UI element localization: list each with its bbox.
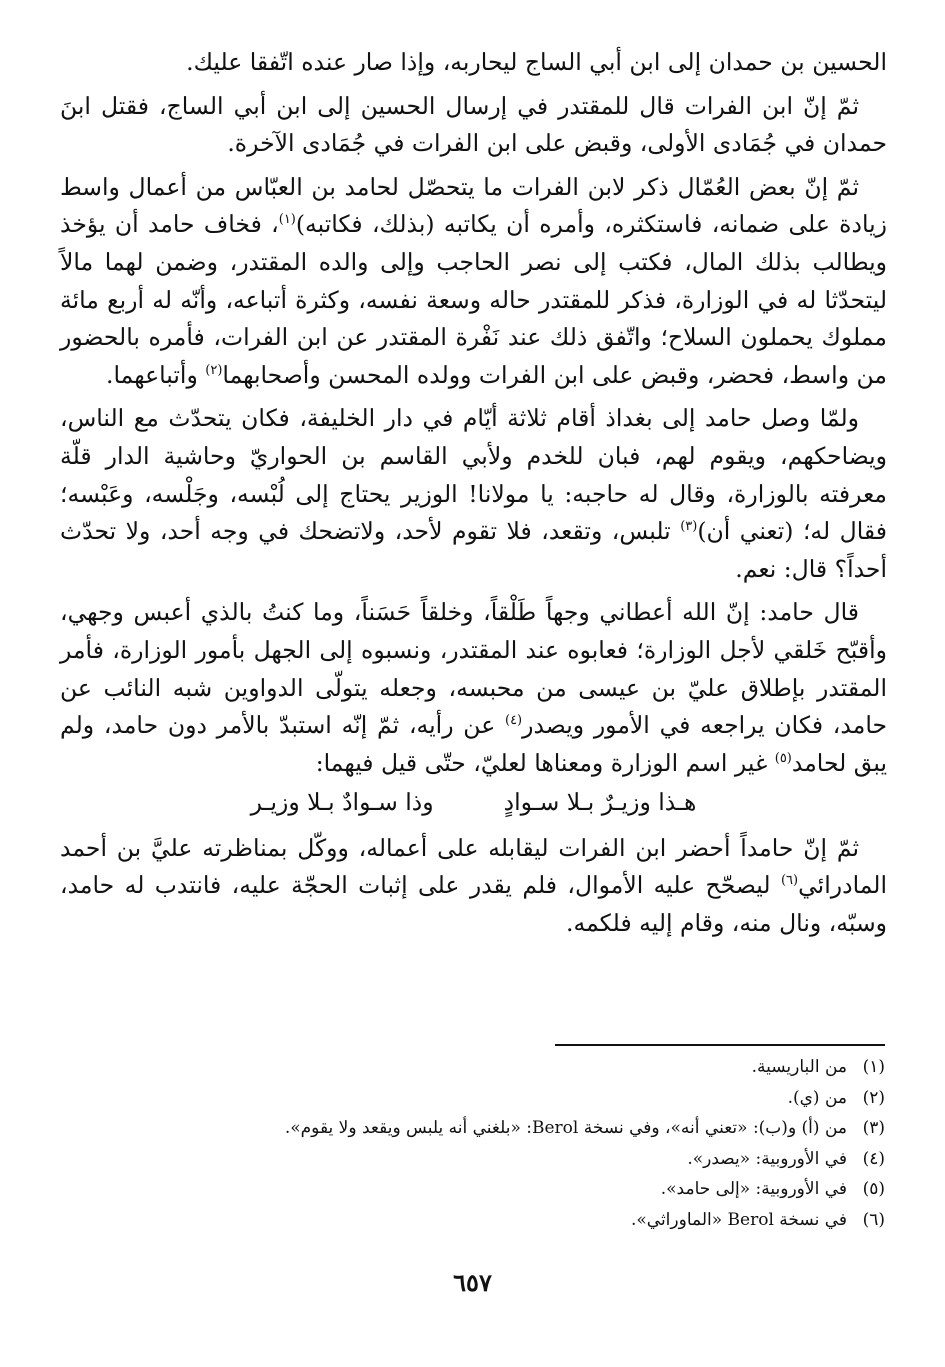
paragraph-1: الحسين بن حمدان إلى ابن أبي الساج ليحاربه، وإذا صار عنده اتّفقا عليك. <box>186 48 887 76</box>
footnote-marker-3[interactable]: (٣) <box>680 519 698 535</box>
footnote-marker-6[interactable]: (٦) <box>780 873 799 889</box>
footnote-marker-4[interactable]: (٤) <box>504 713 523 729</box>
footnote-1: (١) من الباريسية. <box>751 1057 885 1077</box>
footnote-5: (٥) في الأوروبية: «إلى حامد». <box>660 1179 885 1199</box>
footnote-separator <box>555 1044 885 1046</box>
poetry-verse <box>60 784 887 822</box>
footnote-3: (٣) من (أ) و(ب): «تعني أنه»، وفي نسخة Berol: «بلغني أنه يلبس ويقعد ولا يقوم». <box>284 1118 885 1138</box>
footnote-2: (٢) من (ي). <box>787 1087 885 1108</box>
paragraph-5: قال حامد: إنّ الله أعطاني وجهاً طَلْقاً، وخلقاً حَسَناً، وما كنتُ بالذي أعبس وجهي، وأقبّح خَلقي لأجل الوزارة؛ فعابوه عند المقتدر، ونسبوه إلى الجهل بأمور الوزارة، فأمر المقتدر بإطلاق عليّ بن عيسى من محبسه، وجعله يتولّى الدواوين شبه النائب عن حامد، فكان يراجعه في الأمور ويصدر$^{(٤)}$ عن رأيه، ثمّ إنّه استبدّ بالأمر دون حامد، ولم يبق لحامد$^{(٥)}$ غير اسم الوزارة ومعناها لعليّ، حتّى قيل فيهما: <box>60 598 888 777</box>
footnote-marker-2[interactable]: (٢) <box>205 362 223 378</box>
paragraph-6: ثمّ إنّ حامداً أحضر ابن الفرات ليقابله على أعماله، ووكّل بمناظرته عليَّ بن أحمد المادرائي$^{(٦)}$ ليصحّح عليه الأموال، فلم يقدر على إثبات الحجّة عليه، فانتدب له حامد، وسبّه، ونال منه، وقام إليه فلكمه. <box>60 833 887 938</box>
verse-first-hemistich: هـذا وزيـرٌ بـلا سـوادٍ <box>503 788 697 817</box>
page-number: ٦٥٧ <box>453 1268 492 1297</box>
footnote-4: (٤) في الأوروبية: «يصدر». <box>687 1148 885 1169</box>
paragraph-4: ولمّا وصل حامد إلى بغداذ أقام ثلاثة أيّام في دار الخليفة، فكان يتحدّث مع الناس، ويضاحكهم، ويقوم لهم، فبان للخدم ولأبي القاسم بن الحواريّ وحاشية الدار قلّة معرفته بالوزارة، وقال له حاجبه: يا مولانا! الوزير يحتاج إلى لُبْسه، وجَلْسه، وعَبْسه؛ فقال له؛ (تعني أن)$^{(٣)}$ تلبس، وتقعد، فلا تقوم لأحد، ولاتضحك في وجه أحد، ولا تحدّث أحداً؟ قال: نعم. <box>60 404 887 583</box>
paragraph-3: ثمّ إنّ بعض العُمّال ذكر لابن الفرات ما يتحصّل لحامد بن العبّاس من أعمال واسط زيادة على ضمانه، فاستكثره، وأمره أن يكاتبه (بذلك، فكاتبه)$^{(١)}$، فخاف حامد أن يؤخذ ويطالب بذلك المال، فكتب إلى نصر الحاجب وإلى والده المقتدر، وضمن لهما مالاً ليتحدّثا له في الوزارة، فذكر للمقتدر حاله وسعة نفسه، وكثرة أتباعه، وأنّه له أربع مائة مملوك يحملون السلاح؛ واتّفق ذلك عند نَفْرة المقتدر عن ابن الفرات، فأمره بالحضور من واسط، فحضر، وقبض على ابن الفرات وولده المحسن وأصحابهما$^{(٢)}$ وأتباعهما. <box>60 172 887 389</box>
footnote-6: (٦) في نسخة Berol «الماوراثي». <box>630 1209 885 1230</box>
verse-second-hemistich: وذا سـوادٌ بـلا وزيـر <box>250 788 434 817</box>
main-text <box>60 44 887 949</box>
footnotes <box>60 1052 885 1235</box>
paragraph-2: ثمّ إنّ ابن الفرات قال للمقتدر في إرسال الحسين إلى ابن أبي الساج، فقتل ابنَ حمدان في جُمَادى الأولى، وقبض على ابن الفرات في جُمَادى الآخرة. <box>60 91 887 158</box>
footnote-marker-1[interactable]: (١) <box>278 212 296 228</box>
footnote-marker-5[interactable]: (٥) <box>774 750 792 766</box>
